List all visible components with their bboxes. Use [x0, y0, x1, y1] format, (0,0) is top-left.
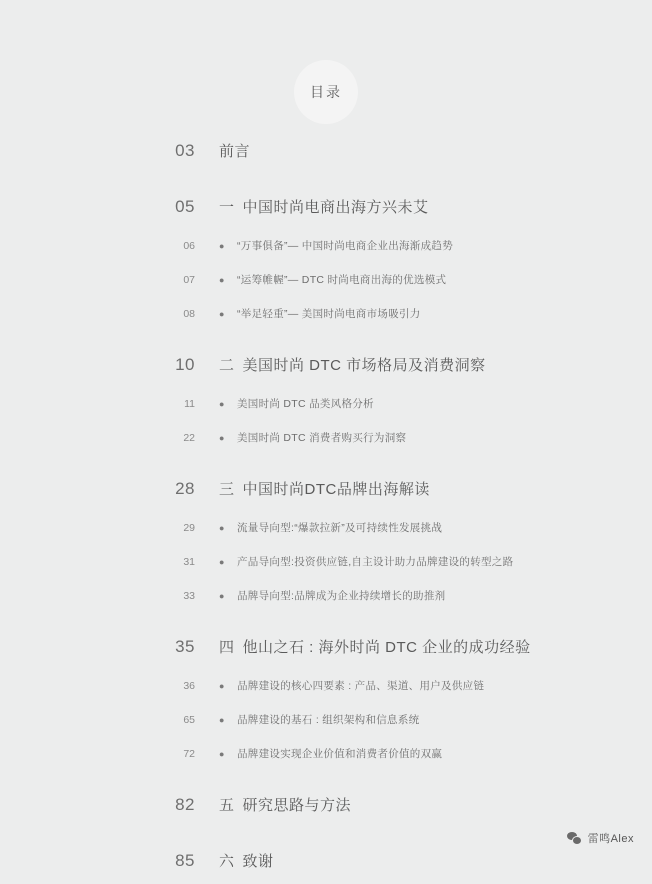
toc-section-title: 美国时尚 DTC 市场格局及消费洞察 [242, 357, 486, 374]
toc-entry-label: “运筹帷幄”— DTC 时尚电商出海的优选模式 [237, 274, 447, 286]
toc-entry-label [219, 850, 274, 871]
toc-entry[interactable] [0, 196, 652, 230]
toc-page-number: 07 [183, 274, 195, 286]
toc-section-index: 五 [219, 797, 235, 814]
toc-page-number: 65 [183, 714, 195, 726]
toc-spacer [0, 828, 652, 850]
toc-spacer [0, 772, 652, 794]
bullet-icon: ● [219, 749, 225, 759]
toc-entry-label: 品牌建设的基石 : 组织架构和信息系统 [237, 714, 420, 726]
toc-spacer [0, 704, 652, 712]
toc-section-index: 六 [219, 853, 235, 870]
toc-section-title: 他山之石 : 海外时尚 DTC 企业的成功经验 [242, 639, 531, 656]
bullet-icon: ● [219, 557, 225, 567]
toc-page-number: 35 [175, 637, 195, 656]
toc-spacer [0, 614, 652, 636]
toc-spacer [0, 670, 652, 678]
toc-entry-label: 流量导向型:“爆款拉新”及可持续性发展挑战 [237, 522, 443, 534]
bullet-icon: ● [219, 399, 225, 409]
toc-page-number: 05 [175, 197, 195, 216]
toc-entry-label: 品牌建设的核心四要素 : 产品、渠道、用户及供应链 [237, 680, 485, 692]
toc-entry[interactable] [0, 272, 652, 298]
toc-entry[interactable] [0, 140, 652, 174]
toc-entry-label: “万事俱备”— 中国时尚电商企业出海渐成趋势 [237, 240, 454, 252]
toc-page-number: 06 [183, 240, 195, 252]
toc-spacer [0, 422, 652, 430]
toc-entry[interactable] [0, 306, 652, 332]
toc-entry-label: 美国时尚 DTC 品类风格分析 [237, 398, 374, 410]
wechat-icon [567, 832, 582, 845]
toc-spacer [0, 388, 652, 396]
toc-spacer [0, 512, 652, 520]
toc-section-index: 一 [219, 199, 235, 216]
toc-spacer [0, 230, 652, 238]
toc-entry-label [219, 794, 351, 815]
toc-spacer [0, 264, 652, 272]
toc-page-number: 36 [183, 680, 195, 692]
toc-section-title: 研究思路与方法 [242, 797, 352, 814]
toc-page-number: 29 [183, 522, 195, 534]
toc-entry-label [219, 196, 429, 217]
toc-spacer [0, 580, 652, 588]
page-title-badge [294, 60, 358, 124]
toc-page-number: 85 [175, 851, 195, 870]
toc-entry[interactable] [0, 636, 652, 670]
toc-entry-label: 品牌建设实现企业价值和消费者价值的双赢 [237, 748, 443, 760]
toc-entry[interactable] [0, 746, 652, 772]
toc-entry[interactable] [0, 354, 652, 388]
toc-entry[interactable] [0, 520, 652, 546]
toc-entry[interactable] [0, 794, 652, 828]
toc-entry[interactable] [0, 238, 652, 264]
bullet-icon: ● [219, 433, 225, 443]
toc-spacer [0, 174, 652, 196]
bullet-icon: ● [219, 715, 225, 725]
toc-entry-label [219, 636, 531, 657]
toc-page-number: 22 [183, 432, 195, 444]
watermark-label: 雷鸣Alex [587, 833, 634, 845]
toc-spacer [0, 456, 652, 478]
toc-section-title: 致谢 [242, 853, 274, 870]
toc-entry[interactable] [0, 678, 652, 704]
toc-entry[interactable] [0, 396, 652, 422]
toc-section-title: 中国时尚电商出海方兴未艾 [242, 199, 429, 216]
toc-section-index: 二 [219, 357, 235, 374]
toc-page-number: 72 [183, 748, 195, 760]
toc-entry[interactable] [0, 712, 652, 738]
toc-page-number: 10 [175, 355, 195, 374]
bullet-icon: ● [219, 241, 225, 251]
toc-entry[interactable] [0, 430, 652, 456]
toc-entry-label: 美国时尚 DTC 消费者购买行为洞察 [237, 432, 407, 444]
toc-page-number: 08 [183, 308, 195, 320]
watermark [567, 830, 634, 846]
page-title: 目录 [310, 84, 342, 100]
toc-section-index: 三 [219, 481, 235, 498]
toc-section-title: 中国时尚DTC品牌出海解读 [242, 481, 430, 498]
toc-entry[interactable] [0, 478, 652, 512]
toc-entry[interactable] [0, 850, 652, 884]
toc-spacer [0, 332, 652, 354]
toc-entry-label [219, 478, 430, 499]
bullet-icon: ● [219, 681, 225, 691]
bullet-icon: ● [219, 591, 225, 601]
toc-page-number: 03 [175, 141, 195, 160]
toc-spacer [0, 738, 652, 746]
toc-entry-label: “举足轻重”— 美国时尚电商市场吸引力 [237, 308, 421, 320]
toc-page-number: 28 [175, 479, 195, 498]
toc-entry[interactable] [0, 554, 652, 580]
bullet-icon: ● [219, 523, 225, 533]
bullet-icon: ● [219, 309, 225, 319]
toc-spacer [0, 546, 652, 554]
table-of-contents [0, 140, 652, 884]
toc-entry-label: 品牌导向型:品牌成为企业持续增长的助推剂 [237, 590, 446, 602]
toc-page-number: 33 [183, 590, 195, 602]
toc-entry-label: 前言 [219, 143, 251, 160]
toc-page-number: 11 [184, 398, 195, 410]
bullet-icon: ● [219, 275, 225, 285]
toc-page-number: 82 [175, 795, 195, 814]
toc-page-number: 31 [183, 556, 195, 568]
toc-entry[interactable] [0, 588, 652, 614]
toc-entry-label [219, 354, 486, 375]
toc-section-index: 四 [219, 639, 235, 656]
toc-entry-label: 产品导向型:投资供应链,自主设计助力品牌建设的转型之路 [237, 556, 514, 568]
toc-spacer [0, 298, 652, 306]
